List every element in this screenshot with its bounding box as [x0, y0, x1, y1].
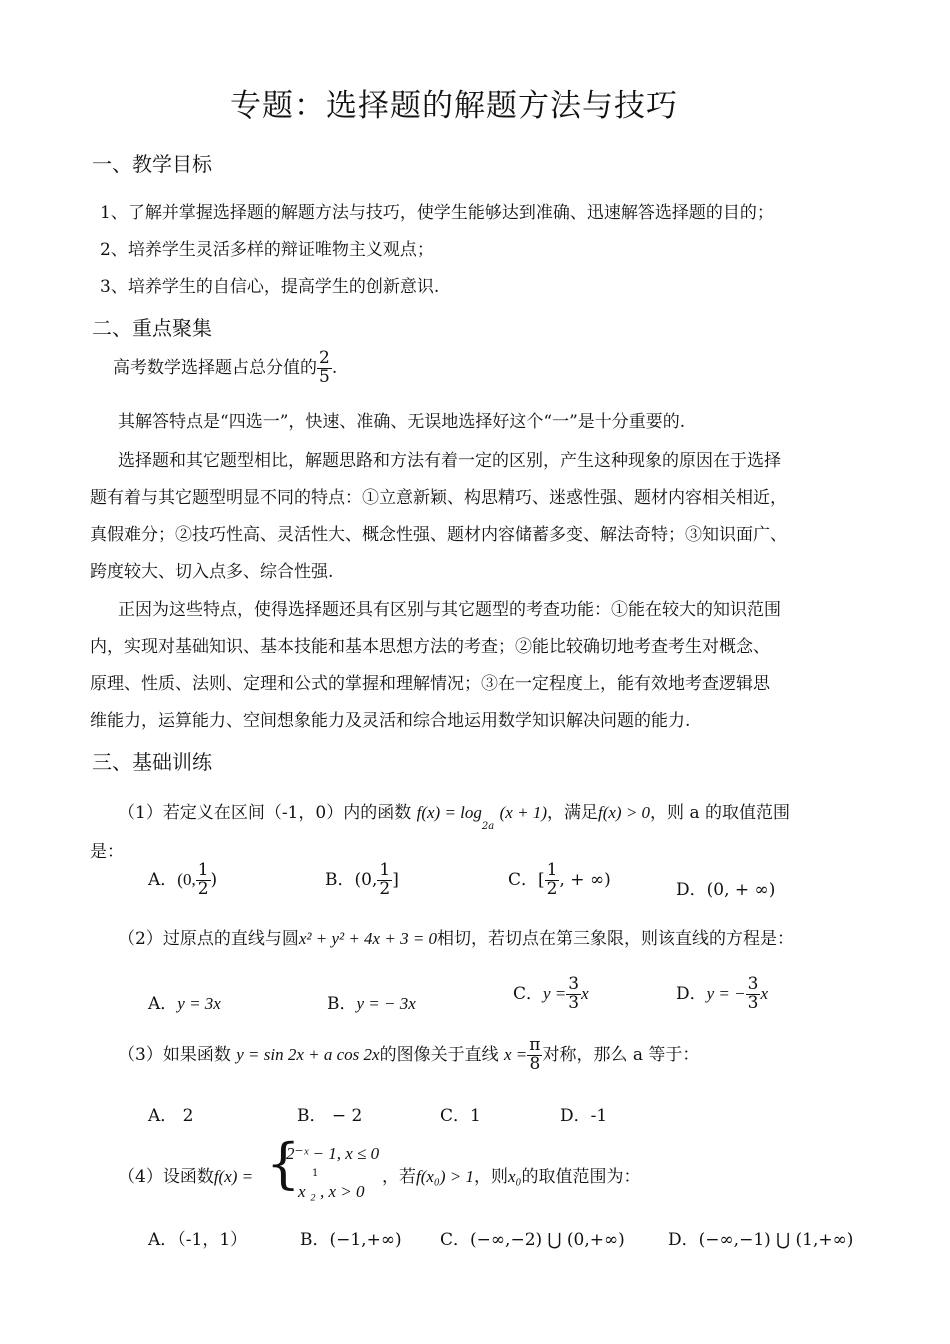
piece-2-exponent: 1: [312, 1168, 319, 1179]
piece-1: 2⁻ˣ − 1, x ≤ 0: [286, 1144, 380, 1163]
option-a[interactable]: A． 2: [148, 1106, 194, 1126]
paragraph-line: 正因为这些特点，使得选择题还具有区别与其它题型的考查功能：①能在较大的知识范围: [118, 600, 781, 620]
paragraph-line: 跨度较大、切入点多、综合性强.: [90, 562, 334, 582]
paragraph-line: 维能力，运算能力、空间想象能力及灵活和综合地运用数学知识解决问题的能力.: [90, 711, 691, 731]
option-c[interactable]: C．[ $\frac{1}{2}$ , + ∞): [508, 860, 611, 899]
piece-2: x ₂ , x > 0: [298, 1182, 365, 1201]
fraction: $\frac{2}{5}$: [319, 348, 330, 387]
question-4-post: ，若f(x₀) > 1，则x₀的取值范围为：: [382, 1167, 641, 1187]
page-title: 专题：选择题的解题方法与技巧: [230, 88, 678, 124]
paragraph-line: 选择题和其它题型相比，解题思路和方法有着一定的区别，产生这种现象的原因在于选择: [118, 451, 781, 471]
option-b[interactable]: B．(−1,+∞): [300, 1230, 402, 1250]
question-2: （2）过原点的直线与圆x² + y² + 4x + 3 = 0相切，若切点在第三象限，则该直线的方程是：: [118, 929, 795, 949]
paragraph-line: 内，实现对基础知识、基本技能和基本思想方法的考查；②能比较确切地考查考生对概念、: [90, 637, 770, 657]
paragraph-line: 真假难分；②技巧性高、灵活性大、概念性强、题材内容储蓄多变、解法奇特；③知识面广、: [90, 525, 787, 545]
goal-item: 3、培养学生的自信心，提高学生的创新意识.: [100, 277, 440, 297]
goal-item: 1、了解并掌握选择题的解题方法与技巧，使学生能够达到准确、迅速解答选择题的目的；: [100, 203, 774, 223]
question-4-pre: （4）设函数f(x) =: [118, 1167, 254, 1187]
question-3: （3）如果函数 y = sin 2x + a cos 2x的图像关于直线 x = $\frac{\pi}{8}$ 对称，那么 a 等于：: [118, 1035, 700, 1074]
goal-item: 2、培养学生灵活多样的辩证唯物主义观点；: [100, 240, 434, 260]
paragraph-line: 原理、性质、法则、定理和公式的掌握和理解情况；③在一定程度上，能有效地考查逻辑思: [90, 674, 770, 694]
focus-line-1: 高考数学选择题占总分值的 $\frac{2}{5}$ .: [113, 348, 338, 387]
question-1-cont: 是：: [90, 842, 124, 862]
option-c[interactable]: C．(−∞,−2) ⋃ (0,+∞): [440, 1230, 625, 1250]
option-b[interactable]: B．y = − 3x: [327, 994, 416, 1014]
option-a[interactable]: A．y = 3x: [148, 994, 221, 1014]
option-d[interactable]: D．y = − $\frac{3}{3}$ x: [676, 974, 769, 1013]
question-1: （1）若定义在区间（-1，0）内的函数 $f(x) = \log_{2a} (x + 1)$，满足f(x) > 0，则 a 的取值范围: [118, 803, 790, 832]
section-heading-goals: 一、教学目标: [92, 152, 212, 176]
section-heading-focus: 二、重点聚集: [92, 316, 212, 340]
option-a[interactable]: A．(0, $\frac{1}{2}$ ): [148, 860, 218, 899]
option-c[interactable]: C．y = $\frac{3}{3}$ x: [513, 974, 589, 1013]
option-d[interactable]: D．(−∞,−1) ⋃ (1,+∞): [668, 1230, 854, 1250]
option-d[interactable]: D．-1: [560, 1106, 608, 1126]
option-b[interactable]: B． − 2: [297, 1106, 363, 1126]
piecewise-brace: {: [266, 1132, 301, 1195]
option-d[interactable]: D．(0, + ∞): [676, 880, 776, 900]
section-heading-training: 三、基础训练: [92, 750, 212, 774]
focus-line-2: 其解答特点是“四选一”，快速、准确、无误地选择好这个“一”是十分重要的.: [118, 412, 686, 432]
option-a[interactable]: A．（-1，1）: [148, 1230, 248, 1250]
paragraph-line: 题有着与其它题型明显不同的特点：①立意新颖、构思精巧、迷惑性强、题材内容相关相近，: [90, 488, 787, 508]
option-b[interactable]: B．(0, $\frac{1}{2}$ ]: [325, 860, 399, 899]
focus-line-1-text: 高考数学选择题占总分值的: [113, 357, 317, 378]
option-c[interactable]: C．1: [440, 1106, 481, 1126]
